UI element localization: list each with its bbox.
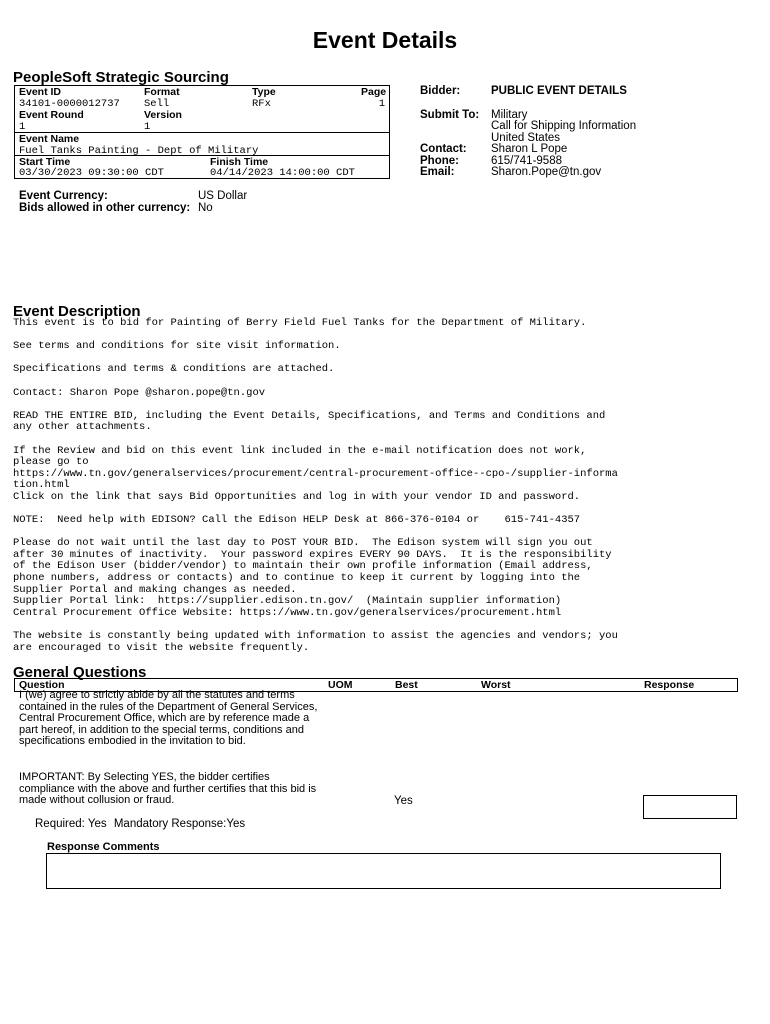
currency-value: US Dollar: [198, 190, 248, 202]
contact-label: Contact:: [420, 143, 467, 155]
description-line: The website is constantly being updated with information to assist the agencies and vendors; you: [13, 630, 618, 643]
description-heading: Event Description: [13, 303, 141, 320]
description-line: Specifications and terms & conditions are attached.: [13, 363, 335, 376]
required-row: [35, 818, 245, 830]
submit-to-line-3: United States: [491, 132, 561, 144]
description-line: [13, 399, 753, 411]
description-line: See terms and conditions for site visit information.: [13, 340, 341, 353]
contact-value: Sharon L Pope: [491, 143, 568, 155]
email-value: Sharon.Pope@tn.gov: [491, 166, 602, 178]
description-line: phone numbers, address or contacts) and to continue to keep it current by logging into the: [13, 572, 581, 585]
description-line: Supplier Portal link: https://supplier.edison.tn.gov/ (Maintain supplier information): [13, 595, 562, 608]
required-value: Yes: [87, 818, 107, 830]
type-value: RFx: [252, 98, 271, 110]
version-value: 1: [144, 121, 151, 133]
description-line: any other attachments.: [13, 421, 152, 434]
col-response: Response: [644, 679, 695, 691]
format-label: Format: [144, 86, 180, 98]
type-label: Type: [252, 86, 276, 98]
event-round-label: Event Round: [19, 109, 84, 121]
description-line: Supplier Portal and making changes as needed.: [13, 583, 297, 596]
col-question: Question: [19, 679, 65, 691]
mandatory-label: Mandatory Response:: [113, 818, 227, 830]
col-uom: UOM: [328, 679, 353, 691]
response-comments-field[interactable]: [46, 853, 721, 889]
question-text-2: IMPORTANT: By Selecting YES, the bidder certifies compliance with the above and further certifies that this bid is made without collusion or fraud.: [19, 771, 317, 807]
description-line: If the Review and bid on this event link included in the e-mail notification does not work,: [13, 444, 587, 457]
description-line: Please do not wait until the last day to POST YOUR BID. The Edison system will sign you out: [13, 537, 593, 550]
description-line: [13, 376, 753, 388]
description-line: Click on the link that says Bid Opportunities and log in with your vendor ID and password.: [13, 490, 581, 503]
divider: [15, 155, 389, 156]
response-input[interactable]: [643, 795, 737, 819]
section-title: PeopleSoft Strategic Sourcing: [13, 69, 229, 86]
event-name-value: Fuel Tanks Painting - Dept of Military: [19, 145, 259, 157]
description-line: This event is to bid for Painting of Berry Field Fuel Tanks for the Department of Military.: [13, 317, 587, 329]
email-label: Email:: [420, 166, 455, 178]
question-text-1: I (we) agree to strictly abide by all the statutes and terms contained in the rules of the Department of General Services, Central Procurement Office, which are by reference made a part hereof, in addition to the special terms, conditions and specifications embodied in the invitation to bid.: [19, 689, 318, 748]
submit-to-line-1: Military: [491, 109, 528, 121]
start-time-value: 03/30/2023 09:30:00 CDT: [19, 167, 164, 179]
description-line: of the Edison User (bidder/vendor) to maintain their own profile information (Email address,: [13, 560, 593, 573]
event-round-value: 1: [19, 121, 26, 133]
best-value: Yes: [394, 795, 413, 807]
finish-time-value: 04/14/2023 14:00:00 CDT: [210, 167, 355, 179]
mandatory-value: Yes: [226, 818, 246, 830]
required-label: Required:: [35, 818, 85, 830]
format-value: Sell: [144, 98, 170, 110]
start-time-label: Start Time: [19, 156, 71, 168]
general-questions-heading: General Questions: [13, 664, 147, 681]
bidder-value: PUBLIC EVENT DETAILS: [491, 85, 627, 97]
description-line: tion.html: [13, 479, 70, 492]
submit-to-line-2: Call for Shipping Information: [491, 120, 637, 132]
phone-label: Phone:: [420, 155, 459, 167]
event-name-label: Event Name: [19, 133, 80, 145]
col-best: Best: [395, 679, 418, 691]
col-worst: Worst: [481, 679, 511, 691]
description-line: https://www.tn.gov/generalservices/procurement/central-procurement-office--cpo-/supplier-informa: [13, 467, 618, 480]
currency-label: Event Currency:: [19, 190, 108, 202]
response-comments-label: Response Comments: [47, 841, 160, 853]
event-id-value: 34101-0000012737: [19, 98, 120, 110]
event-id-label: Event ID: [19, 86, 62, 98]
version-label: Version: [144, 109, 182, 121]
phone-value: 615/741-9588: [491, 155, 562, 167]
event-info-box: [14, 85, 390, 179]
description-line: Contact: Sharon Pope @sharon.pope@tn.gov: [13, 386, 266, 399]
description-line: please go to: [13, 456, 89, 469]
page-title: Event Details: [312, 27, 458, 53]
finish-time-label: Finish Time: [210, 156, 269, 168]
description-line: READ THE ENTIRE BID, including the Event Details, Specifications, and Terms and Conditions and: [13, 409, 606, 422]
description-line: after 30 minutes of inactivity. Your password expires EVERY 90 DAYS. It is the responsibility: [13, 548, 612, 561]
description-line: Central Procurement Office Website: https://www.tn.gov/generalservices/procurement.html: [13, 606, 562, 619]
other-currency-label: Bids allowed in other currency:: [19, 202, 191, 214]
page-label: Page: [361, 86, 387, 98]
description-line: are encouraged to visit the website frequently.: [13, 641, 310, 654]
other-currency-value: No: [198, 202, 213, 214]
description-body: [13, 318, 753, 654]
description-line: NOTE: Need help with EDISON? Call the Edison HELP Desk at 866-376-0104 or 615-741-4357: [13, 514, 581, 527]
bidder-label: Bidder:: [420, 85, 461, 97]
submit-to-label: Submit To:: [420, 109, 480, 121]
page-value: 1: [378, 98, 385, 110]
description-line: [13, 434, 753, 446]
